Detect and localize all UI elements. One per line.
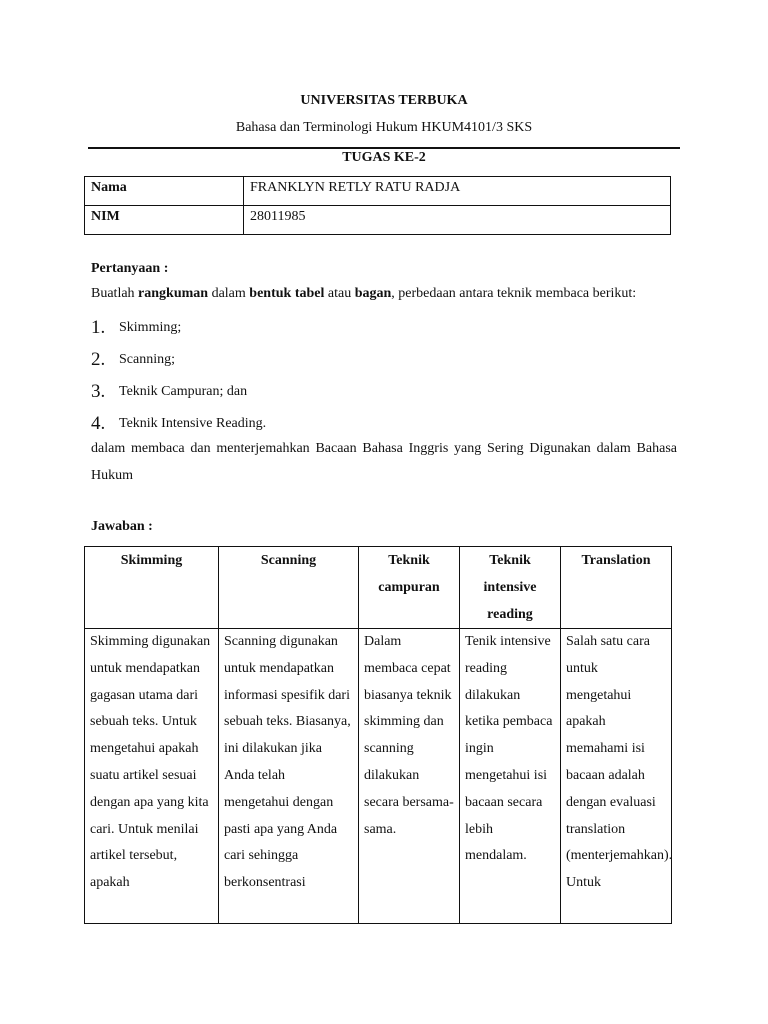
intro-bold: bentuk tabel xyxy=(249,286,325,301)
list-text: Teknik Intensive Reading. xyxy=(119,416,267,431)
table-row xyxy=(85,206,671,235)
list-text: Skimming; xyxy=(119,320,182,335)
cell-teknik-campuran: Dalam membaca cepat biasanya teknik skimming dan scanning dilakukan secara bersama-sama. xyxy=(359,629,460,924)
intro-text: Buatlah xyxy=(91,286,139,301)
cell-skimming: Skimming digunakan untuk mendapatkan gagasan utama dari sebuah teks. Untuk mengetahui apakah suatu artikel sesuai dengan apa yang kita cari. Untuk menilai artikel tersebut, apakah xyxy=(85,629,219,924)
intro-text: atau xyxy=(324,286,355,301)
col-header-teknik-campuran: Teknik campuran xyxy=(359,547,460,629)
cell-scanning: Scanning digunakan untuk mendapatkan informasi spesifik dari sebuah teks. Biasanya, ini dilakukan jika Anda telah mengetahui dengan pasti apa yang Anda cari sehingga berkonsentrasi xyxy=(219,629,359,924)
table-row xyxy=(85,629,672,924)
list-number: 4. xyxy=(91,413,106,434)
answer-heading: Jawaban : xyxy=(91,519,153,534)
university-title: UNIVERSITAS TERBUKA xyxy=(300,93,468,108)
list-item xyxy=(91,376,266,408)
answer-table xyxy=(84,546,672,924)
header-divider xyxy=(88,147,680,149)
question-heading: Pertanyaan : xyxy=(91,261,169,276)
cell-intensive-reading: Tenik intensive reading dilakukan ketika pembaca ingin mengetahui isi bacaan secara lebih mendalam. xyxy=(460,629,561,924)
intro-bold: rangkuman xyxy=(138,286,209,301)
intro-bold: bagan xyxy=(354,286,392,301)
name-value: FRANKLYN RETLY RATU RADJA xyxy=(244,177,671,206)
col-header-skimming: Skimming xyxy=(85,547,219,629)
technique-list xyxy=(91,312,266,440)
assignment-title: TUGAS KE-2 xyxy=(342,150,426,165)
col-header-intensive-reading: Teknik intensive reading xyxy=(460,547,561,629)
course-subtitle: Bahasa dan Terminologi Hukum HKUM4101/3 SKS xyxy=(235,120,533,135)
nim-label: NIM xyxy=(85,206,244,235)
student-info-table xyxy=(84,176,671,235)
list-number: 2. xyxy=(91,349,106,370)
list-number: 1. xyxy=(91,317,106,338)
list-item xyxy=(91,344,266,376)
question-closing: dalam membaca dan menterjemahkan Bacaan Bahasa Inggris yang Sering Digunakan dalam Bahasa Hukum xyxy=(91,441,677,483)
table-header-row xyxy=(85,547,672,629)
question-intro xyxy=(91,286,636,302)
name-label: Nama xyxy=(85,177,244,206)
list-text: Scanning; xyxy=(119,352,175,367)
intro-text: , perbedaan antara teknik membaca berikut: xyxy=(391,286,637,301)
nim-value: 28011985 xyxy=(244,206,671,235)
list-text: Teknik Campuran; dan xyxy=(119,384,248,399)
table-row xyxy=(85,177,671,206)
intro-text: dalam xyxy=(208,286,250,301)
col-header-translation: Translation xyxy=(561,547,672,629)
col-header-scanning: Scanning xyxy=(219,547,359,629)
cell-translation: Salah satu cara untuk mengetahui apakah memahami isi bacaan adalah dengan evaluasi translation (menterjemahkan). Untuk xyxy=(561,629,672,924)
list-number: 3. xyxy=(91,381,106,402)
list-item xyxy=(91,312,266,344)
